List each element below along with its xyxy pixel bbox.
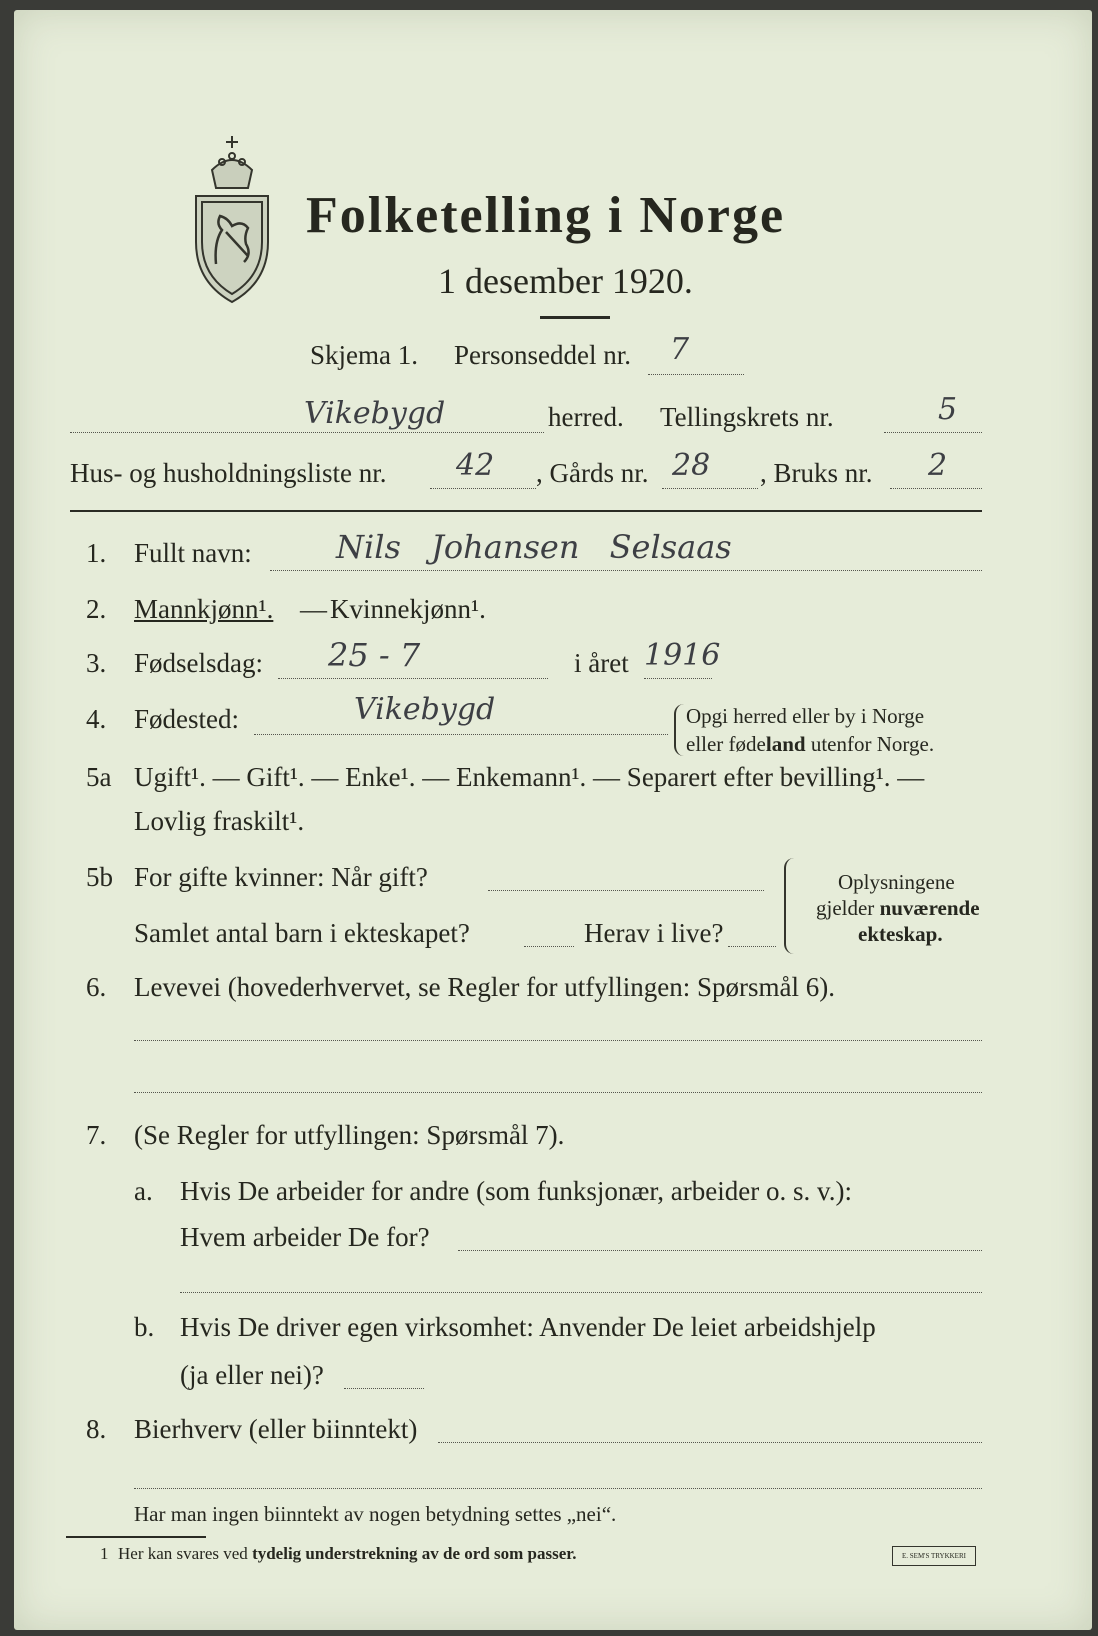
birthplace-value: Vikebygd	[354, 692, 496, 727]
q7a-line1: Hvis De arbeider for andre (som funksjonær, arbeider o. s. v.):	[180, 1176, 852, 1206]
gender-male: Mannkjønn¹.	[134, 594, 274, 624]
q1-line	[270, 570, 982, 571]
children-label: Samlet antal barn i ekteskapet?	[134, 918, 470, 948]
bruks-label: , Bruks nr.	[760, 458, 873, 488]
marital-options-line2: Lovlig fraskilt¹.	[134, 806, 305, 836]
q7b-line2: (ja eller nei)?	[180, 1360, 324, 1390]
hus-label: Hus- og husholdningsliste nr.	[70, 458, 387, 488]
census-date: 1 desember 1920.	[438, 261, 693, 301]
header-rule	[70, 510, 982, 512]
q4-number: 4.	[86, 704, 107, 734]
hus-value: 42	[456, 448, 495, 483]
year-label: i året	[574, 648, 629, 678]
married-when-line	[488, 890, 764, 891]
side-income-line1	[438, 1442, 982, 1443]
q5b-note-line3: ekteskap.	[858, 922, 943, 946]
q8-number: 8.	[86, 1414, 107, 1444]
q2-number: 2.	[86, 594, 107, 624]
gender-female: Kvinnekjønn¹.	[330, 594, 486, 624]
title-divider	[540, 316, 610, 319]
footnote-mark: 1	[100, 1544, 109, 1563]
tellingskrets-label: Tellingskrets nr.	[660, 402, 834, 432]
q5b-note-line1: Oplysningene	[838, 870, 955, 894]
q7b-number: b.	[134, 1312, 155, 1342]
alive-label: Herav i live?	[584, 918, 724, 948]
form-title: Folketelling i Norge	[306, 187, 786, 244]
q3-number: 3.	[86, 648, 107, 678]
alive-line	[728, 946, 776, 947]
coat-of-arms-icon	[186, 132, 278, 310]
personseddel-line	[648, 374, 744, 375]
hired-help-line	[344, 1388, 424, 1389]
personseddel-value: 7	[670, 332, 690, 367]
q7a-number: a.	[134, 1176, 153, 1206]
full-name-value: Nils Johansen Selsaas	[336, 528, 732, 566]
herred-label: herred.	[548, 402, 624, 432]
q3-label: Fødselsdag:	[134, 648, 264, 678]
birth-year-value: 1916	[644, 638, 721, 673]
employer-line2	[180, 1292, 982, 1293]
q7-label: (Se Regler for utfyllingen: Spørsmål 7).	[134, 1120, 565, 1150]
marital-options: Ugift¹. — Gift¹. — Enke¹. — Enkemann¹. — Separert efter bevilling¹. —	[134, 762, 925, 792]
gards-line	[662, 488, 758, 489]
q6-number: 6.	[86, 972, 107, 1002]
side-income-line2	[134, 1488, 982, 1489]
personseddel-label: Personseddel nr.	[454, 340, 631, 370]
q7a-line2: Hvem arbeider De for?	[180, 1222, 430, 1252]
birthday-line	[278, 678, 548, 679]
q4-brace	[674, 704, 684, 756]
children-line	[524, 946, 574, 947]
herred-line	[70, 432, 544, 433]
birthday-value: 25 - 7	[328, 636, 421, 674]
birthplace-line	[254, 734, 668, 735]
q7b-line1: Hvis De driver egen virksomhet: Anvender De leiet arbeidshjelp	[180, 1312, 876, 1342]
q5b-note-line2: gjelder nuværende	[816, 896, 980, 920]
q5b-number: 5b	[86, 862, 113, 892]
hus-line	[430, 488, 536, 489]
herred-value: Vikebygd	[304, 396, 446, 431]
married-when-label: For gifte kvinner: Når gift?	[134, 862, 428, 892]
bruks-value: 2	[928, 448, 948, 483]
q1-label: Fullt navn:	[134, 538, 252, 568]
footnote-text: Her kan svares ved tydelig understrekning av de ord som passer.	[118, 1544, 577, 1563]
tellingskrets-value: 5	[938, 392, 958, 427]
footnote-rule	[66, 1536, 206, 1538]
income-note: Har man ingen biinntekt av nogen betydning settes „nei“.	[134, 1502, 617, 1526]
tellingskrets-line	[884, 432, 982, 433]
census-form	[14, 10, 1092, 1630]
occupation-line1	[134, 1040, 982, 1041]
q5a-number: 5a	[86, 762, 112, 792]
q4-note-line1: Opgi herred eller by i Norge	[686, 704, 925, 728]
q4-label: Fødested:	[134, 704, 239, 734]
q7-number: 7.	[86, 1120, 107, 1150]
q6-label: Levevei (hovederhvervet, se Regler for utfyllingen: Spørsmål 6).	[134, 972, 836, 1002]
q4-note-line2: eller fødeland utenfor Norge.	[686, 732, 935, 756]
gards-value: 28	[672, 448, 711, 483]
q5b-brace	[784, 858, 796, 954]
year-line	[644, 678, 712, 679]
occupation-line2	[134, 1092, 982, 1093]
bruks-line	[890, 488, 982, 489]
employer-line1	[458, 1250, 982, 1251]
gender-dash: —	[300, 594, 327, 624]
q1-number: 1.	[86, 538, 107, 568]
gards-label: , Gårds nr.	[536, 458, 649, 488]
q8-label: Bierhverv (eller biinntekt)	[134, 1414, 418, 1444]
schema-label: Skjema 1.	[310, 340, 418, 370]
printer-stamp: E. SEM'S TRYKKERI	[892, 1546, 976, 1566]
